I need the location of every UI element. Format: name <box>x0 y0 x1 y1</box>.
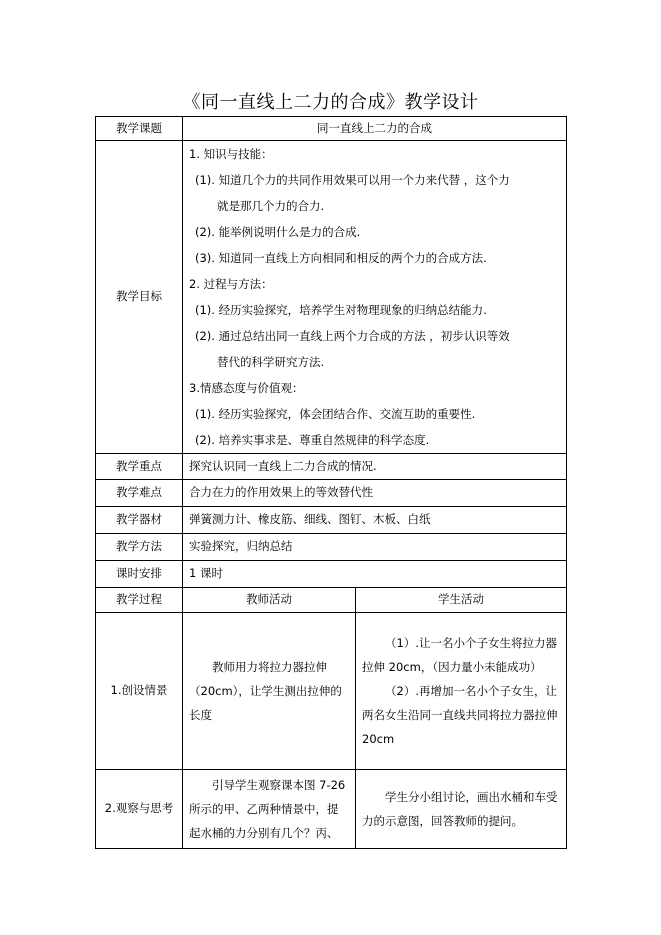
teacher-activity-text: 引导学生观察课本图 7-26 所示的甲、乙两种情景中，提起水桶的力分别有几个？丙、 <box>189 778 346 840</box>
label-method: 教学方法 <box>96 534 183 561</box>
objective-item: (1). 经历实验探究，培养学生对物理现象的归纳总结能力. <box>195 303 487 317</box>
objective-section-1: 1. 知识与技能： <box>189 147 273 161</box>
lesson-plan-table <box>95 116 567 849</box>
objective-item-continued: 就是那几个力的合力. <box>217 199 325 213</box>
step2-student-activity <box>356 770 567 849</box>
table-row-step1 <box>96 613 567 770</box>
table-row-topic <box>96 117 567 141</box>
objective-item: (2). 通过总结出同一直线上两个力合成的方法 ，初步认识等效 <box>195 329 510 343</box>
objective-item: (2). 培养实事求是、尊重自然规律的科学态度. <box>195 433 430 447</box>
value-equipment: 弹簧测力计、橡皮筋、细线、图钉、木板、白纸 <box>183 507 567 534</box>
objective-item: (1). 知道几个力的共同作用效果可以用一个力来代替 ，这个力 <box>195 173 510 187</box>
value-method: 实验探究，归纳总结 <box>183 534 567 561</box>
teacher-activity-text: 教师用力将拉力器拉伸（20cm），让学生测出拉伸的长度 <box>189 660 342 722</box>
objectives-content <box>183 141 567 454</box>
label-topic: 教学课题 <box>96 117 183 141</box>
table-row-difficulty <box>96 480 567 507</box>
table-row-equipment <box>96 507 567 534</box>
table-row-schedule <box>96 561 567 588</box>
label-step2: 2.观察与思考 <box>96 770 183 849</box>
step1-student-activity <box>356 613 567 770</box>
header-student-activity: 学生活动 <box>356 588 567 613</box>
label-objectives: 教学目标 <box>96 141 183 454</box>
table-row-method <box>96 534 567 561</box>
step1-teacher-activity <box>183 613 356 770</box>
header-teacher-activity: 教师活动 <box>183 588 356 613</box>
table-row-key-point <box>96 454 567 480</box>
label-schedule: 课时安排 <box>96 561 183 588</box>
label-step1: 1.创设情景 <box>96 613 183 770</box>
label-process: 教学过程 <box>96 588 183 613</box>
label-key-point: 教学重点 <box>96 454 183 480</box>
objective-item: (1). 经历实验探究，体会团结合作、交流互助的重要性. <box>195 407 476 421</box>
objective-section-2: 2. 过程与方法： <box>189 277 273 291</box>
table-row-process-header <box>96 588 567 613</box>
value-key-point: 探究认识同一直线上二力合成的情况. <box>183 454 567 480</box>
label-equipment: 教学器材 <box>96 507 183 534</box>
objective-section-3: 3.情感态度与价值观： <box>189 381 304 395</box>
table-row-step2 <box>96 770 567 849</box>
value-schedule: 1 课时 <box>183 561 567 588</box>
value-difficulty: 合力在力的作用效果上的等效替代性 <box>183 480 567 507</box>
value-topic: 同一直线上二力的合成 <box>183 117 567 141</box>
objective-item-continued: 替代的科学研究方法. <box>217 355 325 369</box>
objective-item: (2). 能举例说明什么是力的合成. <box>195 225 361 239</box>
table-row-objectives <box>96 141 567 454</box>
step2-teacher-activity <box>183 770 356 849</box>
label-difficulty: 教学难点 <box>96 480 183 507</box>
objective-item: (3). 知道同一直线上方向相同和相反的两个力的合成方法. <box>195 251 487 265</box>
document-title: 《同一直线上二力的合成》教学设计 <box>182 92 479 113</box>
student-activity-text: （2）.再增加一名小个子女生，让两名女生沿同一直线共同将拉力器拉伸 20cm <box>362 684 558 746</box>
student-activity-text: 学生分小组讨论，画出水桶和车受力的示意图，回答教师的提问。 <box>362 790 558 828</box>
student-activity-text: （1）.让一名小个子女生将拉力器拉伸 20cm，（因力量小未能成功） <box>362 636 557 674</box>
